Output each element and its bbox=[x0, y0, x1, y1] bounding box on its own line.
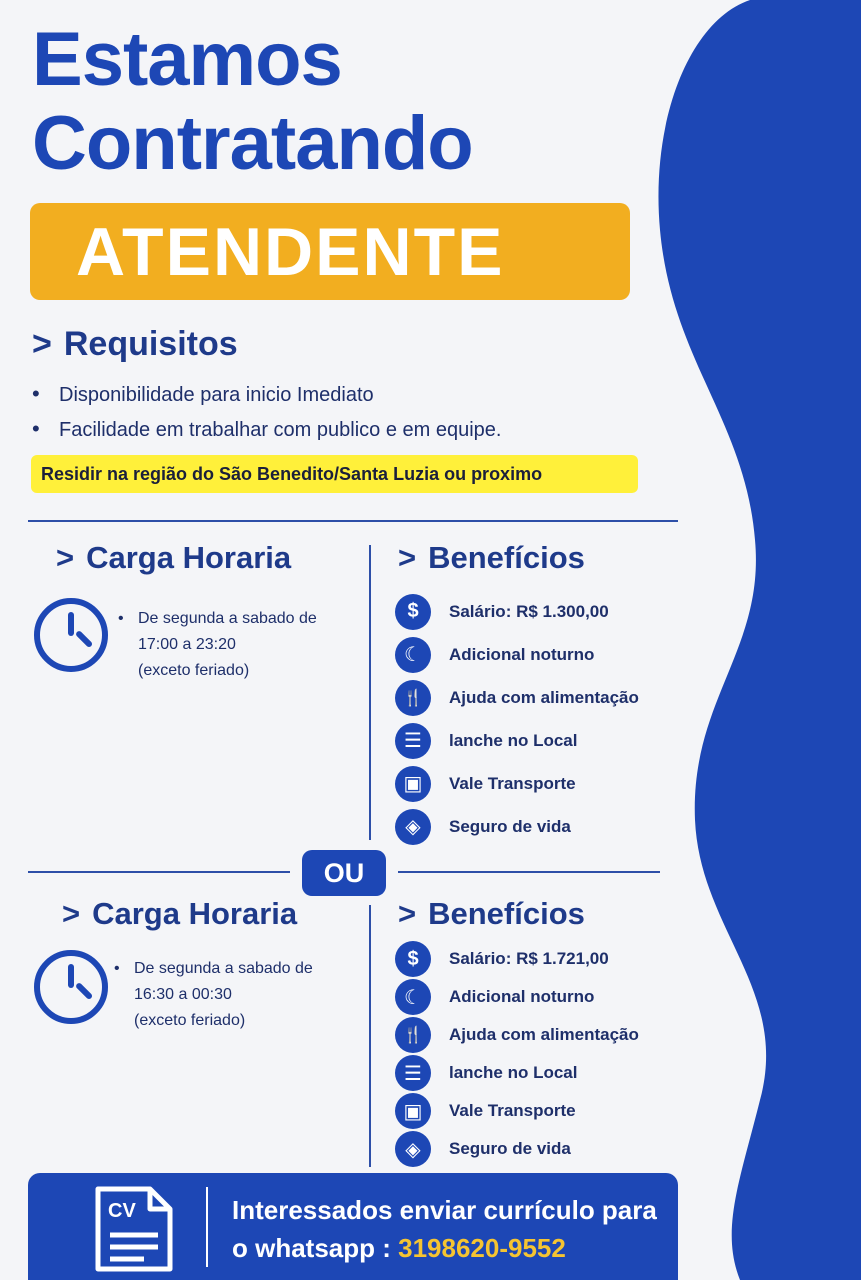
burger-icon: ☰ bbox=[395, 1055, 431, 1091]
benefit-label: Seguro de vida bbox=[449, 816, 571, 836]
title-line-1: Estamos bbox=[32, 17, 342, 102]
divider-top bbox=[28, 520, 678, 522]
clock-icon bbox=[34, 950, 108, 1024]
requirements-heading bbox=[32, 325, 238, 364]
benefit-item bbox=[395, 940, 639, 978]
shield-icon: ◈ bbox=[395, 1131, 431, 1167]
benefit-label: lanche no Local bbox=[449, 1063, 578, 1082]
clock-icon bbox=[34, 598, 108, 672]
benefit-item bbox=[395, 805, 639, 848]
schedule-line: 16:30 a 00:30 bbox=[134, 986, 232, 1003]
chevron-right-icon: > bbox=[56, 540, 75, 575]
cta-divider bbox=[206, 1187, 208, 1267]
bus-icon: ▣ bbox=[395, 766, 431, 802]
cv-document-icon bbox=[94, 1185, 174, 1273]
dollar-icon: $ bbox=[395, 594, 431, 630]
cta-text bbox=[232, 1191, 657, 1267]
or-separator-badge: OU bbox=[302, 850, 386, 896]
list-item: • Disponibilidade para inicio Imediato bbox=[32, 377, 501, 412]
divider-vertical-2 bbox=[369, 905, 371, 1167]
requirements-heading-label: Requisitos bbox=[63, 325, 238, 363]
benefits-heading-1 bbox=[398, 540, 585, 576]
benefits-heading-2 bbox=[398, 896, 585, 932]
list-item: • Facilidade em trabalhar com publico e em equipe. bbox=[32, 412, 501, 447]
moon-icon: ☾ bbox=[395, 637, 431, 673]
benefit-item bbox=[395, 719, 639, 762]
cta-line-2-prefix: o whatsapp : bbox=[232, 1233, 399, 1263]
schedule-heading-label: Carga Horaria bbox=[92, 896, 298, 931]
schedule-line: (exceto feriado) bbox=[138, 662, 250, 679]
fork-knife-icon: 🍴 bbox=[395, 1017, 431, 1053]
schedule-heading-1 bbox=[56, 540, 291, 576]
requirements-list bbox=[32, 377, 501, 447]
schedule-heading-label: Carga Horaria bbox=[86, 540, 292, 575]
benefit-label: Seguro de vida bbox=[449, 1139, 571, 1158]
chevron-right-icon: > bbox=[398, 896, 417, 931]
schedule-heading-2 bbox=[62, 896, 297, 932]
benefits-list-1 bbox=[395, 590, 639, 848]
page-title bbox=[32, 18, 473, 186]
shield-icon: ◈ bbox=[395, 809, 431, 845]
cta-line-2 bbox=[232, 1229, 657, 1267]
role-banner bbox=[30, 203, 630, 300]
schedule-line: • De segunda a sabado de bbox=[138, 606, 317, 632]
benefit-label: Salário: R$ 1.300,00 bbox=[449, 601, 609, 621]
benefit-label: Vale Transporte bbox=[449, 773, 576, 793]
benefit-label: lanche no Local bbox=[449, 730, 578, 750]
benefit-label: Adicional noturno bbox=[449, 987, 595, 1006]
schedule-line: • De segunda a sabado de bbox=[134, 956, 313, 982]
fork-knife-icon: 🍴 bbox=[395, 680, 431, 716]
schedule-text-1 bbox=[138, 606, 317, 684]
benefit-item bbox=[395, 1092, 639, 1130]
burger-icon: ☰ bbox=[395, 723, 431, 759]
schedule-line: (exceto feriado) bbox=[134, 1012, 246, 1029]
schedule-text-2 bbox=[134, 956, 313, 1034]
benefit-item bbox=[395, 1016, 639, 1054]
dollar-icon: $ bbox=[395, 941, 431, 977]
benefit-item bbox=[395, 978, 639, 1016]
moon-icon: ☾ bbox=[395, 979, 431, 1015]
cta-line-1: Interessados enviar currículo para bbox=[232, 1195, 657, 1225]
chevron-right-icon: > bbox=[32, 325, 52, 363]
role-label: ATENDENTE bbox=[76, 213, 505, 290]
benefit-label: Salário: R$ 1.721,00 bbox=[449, 949, 609, 968]
benefits-heading-label: Benefícios bbox=[428, 896, 585, 931]
title-line-2: Contratando bbox=[32, 101, 473, 186]
contact-cta-box bbox=[28, 1173, 678, 1280]
divider-right bbox=[398, 871, 660, 873]
chevron-right-icon: > bbox=[62, 896, 81, 931]
whatsapp-phone-number[interactable]: 3198620-9552 bbox=[398, 1233, 566, 1263]
benefit-item bbox=[395, 590, 639, 633]
location-requirement-highlight: Residir na região do São Benedito/Santa Luzia ou proximo bbox=[31, 455, 638, 493]
benefit-label: Vale Transporte bbox=[449, 1101, 576, 1120]
divider-vertical-1 bbox=[369, 545, 371, 840]
benefit-item bbox=[395, 633, 639, 676]
benefit-item bbox=[395, 1130, 639, 1168]
benefits-heading-label: Benefícios bbox=[428, 540, 585, 575]
divider-left bbox=[28, 871, 290, 873]
benefit-label: Ajuda com alimentação bbox=[449, 1025, 639, 1044]
benefits-list-2 bbox=[395, 940, 639, 1168]
benefit-item bbox=[395, 1054, 639, 1092]
schedule-line: 17:00 a 23:20 bbox=[138, 636, 236, 653]
chevron-right-icon: > bbox=[398, 540, 417, 575]
benefit-label: Ajuda com alimentação bbox=[449, 687, 639, 707]
benefit-item bbox=[395, 676, 639, 719]
cv-label: CV bbox=[108, 1200, 136, 1222]
benefit-item bbox=[395, 762, 639, 805]
bus-icon: ▣ bbox=[395, 1093, 431, 1129]
benefit-label: Adicional noturno bbox=[449, 644, 595, 664]
